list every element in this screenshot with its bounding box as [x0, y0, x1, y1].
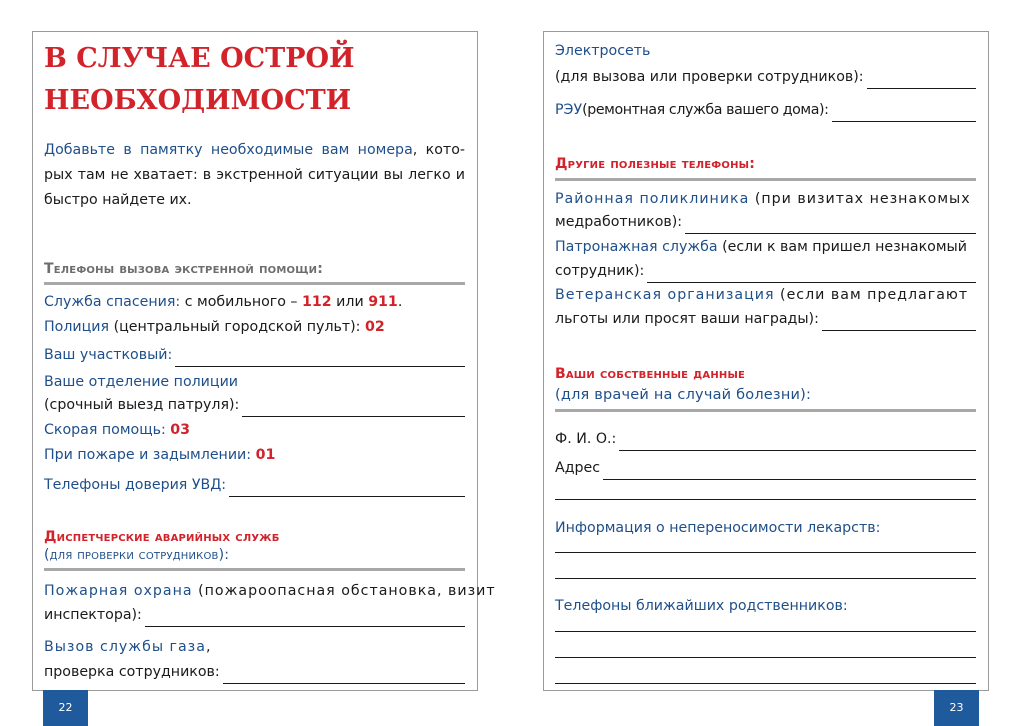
clinic-line: Районная поликлиника (при визитах незнакомых: [555, 191, 971, 207]
section-divider: [44, 282, 465, 285]
left-page: [32, 31, 496, 691]
blank-line: [555, 552, 976, 553]
fio-field: Ф. И. О.:: [555, 427, 976, 451]
electro-field: (для вызова или проверки сотрудников):: [555, 65, 976, 89]
blank-line: [832, 104, 976, 122]
relatives-label: Телефоны ближайших родственников:: [555, 598, 848, 614]
gas-service-field: проверка сотрудников:: [44, 660, 465, 684]
fire-guard-line: Пожарная охрана (пожароопасная обстановка, визит: [44, 583, 496, 599]
personal-data-heading: Ваши собственные данные (для врачей на случай болезни):: [555, 366, 812, 403]
blank-line: [223, 666, 465, 684]
blank-line: [242, 399, 465, 417]
blank-line: [822, 313, 976, 331]
patron-line: Патронажная служба (если к вам пришел незнакомый: [555, 239, 967, 255]
police-dept-field: (срочный выезд патруля):: [44, 393, 465, 417]
veteran-field: льготы или просят ваши награды):: [555, 307, 976, 331]
blank-line: [555, 683, 976, 684]
ambulance-line: Скорая помощь: 03: [44, 422, 191, 438]
rescue-line: Служба спасения: с мобильного – 112 или 911.: [44, 294, 403, 310]
blank-line: [555, 499, 976, 500]
intolerance-label: Информация о непереносимости лекарств:: [555, 520, 881, 536]
section-divider: [555, 409, 976, 412]
blank-line: [603, 462, 976, 480]
emergency-heading: Телефоны вызова экстренной помощи:: [44, 261, 324, 277]
blank-line: [175, 349, 465, 367]
blank-line: [555, 578, 976, 579]
page-number: 23: [934, 690, 979, 726]
fire-guard-field: инспектора):: [44, 603, 465, 627]
gas-service-label: Вызов службы газа,: [44, 639, 211, 655]
blank-line: [867, 71, 976, 89]
blank-line: [229, 479, 465, 497]
intro-text: Добавьте в памятку необходимые вам номера, кото-рых там не хватает: в экстренной ситуации вы легко и быстро найдете их.: [44, 142, 465, 208]
blank-line: [647, 265, 976, 283]
blank-line: [145, 609, 465, 627]
fire-line: При пожаре и задымлении: 01: [44, 447, 276, 463]
trust-phones-field: Телефоны доверия УВД:: [44, 473, 465, 497]
right-page: [543, 31, 989, 691]
electro-label: Электросеть: [555, 43, 651, 59]
address-field: Адрес: [555, 456, 976, 480]
blank-line: [619, 433, 976, 451]
district-officer-field: Ваш участковый:: [44, 343, 465, 367]
veteran-line: Ветеранская организация (если вам предлагают: [555, 287, 969, 303]
reu-field: РЭУ (ремонтная служба вашего дома):: [555, 98, 976, 122]
police-line: Полиция (центральный городской пульт): 02: [44, 319, 385, 335]
blank-line: [555, 631, 976, 632]
blank-line: [685, 216, 976, 234]
page-title: В СЛУЧАЕ ОСТРОЙ НЕОБХОДИМОСТИ: [44, 43, 355, 116]
clinic-field: медработников):: [555, 210, 976, 234]
section-divider: [44, 568, 465, 571]
dispatch-heading: Диспетчерские аварийных служб (для проверки сотрудников):: [44, 529, 280, 563]
page-number: 22: [43, 690, 88, 726]
section-divider: [555, 178, 976, 181]
blank-line: [555, 657, 976, 658]
patron-field: сотрудник):: [555, 259, 976, 283]
police-dept-label: Ваше отделение полиции: [44, 374, 239, 390]
other-phones-heading: Другие полезные телефоны:: [555, 156, 756, 172]
